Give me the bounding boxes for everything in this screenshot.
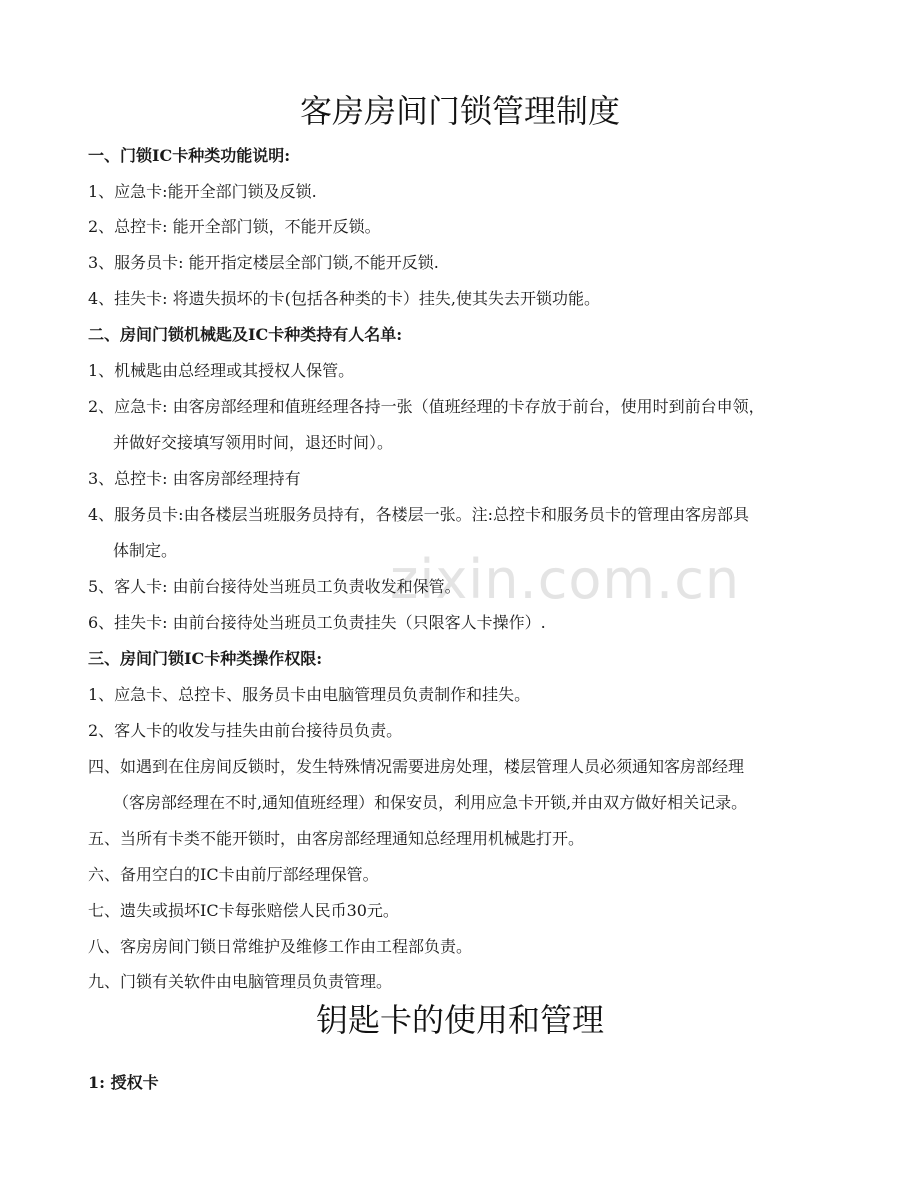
subsection-heading: 1: 授权卡 [88, 1073, 159, 1092]
sec1-item-2: 2、总控卡: 能开全部门锁，不能开反锁。 [88, 217, 381, 236]
rule-8: 八、客房房间门锁日常维护及维修工作由工程部负责。 [88, 937, 473, 956]
rule-4: 四、如遇到在住房间反锁时，发生特殊情况需要进房处理，楼层管理人员必须通知客房部经理 [88, 757, 745, 776]
sec2-item-1: 1、机械匙由总经理或其授权人保管。 [88, 361, 355, 380]
rule-6: 六、备用空白的IC卡由前厅部经理保管。 [88, 865, 379, 884]
sec2-item-3: 3、总控卡: 由客房部经理持有 [88, 469, 301, 488]
sec2-item-4-cont: 体制定。 [113, 541, 178, 560]
sec1-item-4: 4、挂失卡: 将遗失损坏的卡(包括各种类的卡）挂失,使其失去开锁功能。 [88, 289, 600, 308]
sec2-item-5: 5、客人卡: 由前台接待处当班员工负责收发和保管。 [88, 577, 461, 596]
sec1-item-1: 1、应急卡:能开全部门锁及反锁. [88, 182, 317, 201]
rule-7: 七、遗失或损坏IC卡每张赔偿人民币30元。 [88, 901, 399, 920]
rule-4-cont: （客房部经理在不时,通知值班经理）和保安员，利用应急卡开锁,并由双方做好相关记录。 [113, 793, 748, 812]
rule-9: 九、门锁有关软件由电脑管理员负责管理。 [88, 972, 393, 991]
section-2-heading: 二、房间门锁机械匙及IC卡种类持有人名单: [88, 325, 403, 344]
section-3-heading: 三、房间门锁IC卡种类操作权限: [88, 649, 323, 668]
sec2-item-2: 2、应急卡: 由客房部经理和值班经理各持一张（值班经理的卡存放于前台，使用时到前台申领， [88, 397, 765, 416]
rule-5: 五、当所有卡类不能开锁时，由客房部经理通知总经理用机械匙打开。 [88, 829, 585, 848]
watermark: zixin.com.cn [390, 548, 741, 611]
sec3-item-1: 1、应急卡、总控卡、服务员卡由电脑管理员负责制作和挂失。 [88, 685, 531, 704]
sec2-item-2-cont: 并做好交接填写领用时间，退还时间）。 [113, 433, 394, 452]
sec3-item-2: 2、客人卡的收发与挂失由前台接待员负责。 [88, 721, 403, 740]
sec2-item-4: 4、服务员卡:由各楼层当班服务员持有，各楼层一张。注:总控卡和服务员卡的管理由客房部具 [88, 505, 749, 524]
section-1-heading: 一、门锁IC卡种类功能说明: [88, 146, 291, 165]
doc-title: 客房房间门锁管理制度 [299, 92, 620, 130]
sec2-item-6: 6、挂失卡: 由前台接待处当班员工负责挂失（只限客人卡操作）. [88, 613, 546, 632]
doc-title-2: 钥匙卡的使用和管理 [315, 1001, 604, 1039]
sec1-item-3: 3、服务员卡: 能开指定楼层全部门锁,不能开反锁. [88, 253, 439, 272]
